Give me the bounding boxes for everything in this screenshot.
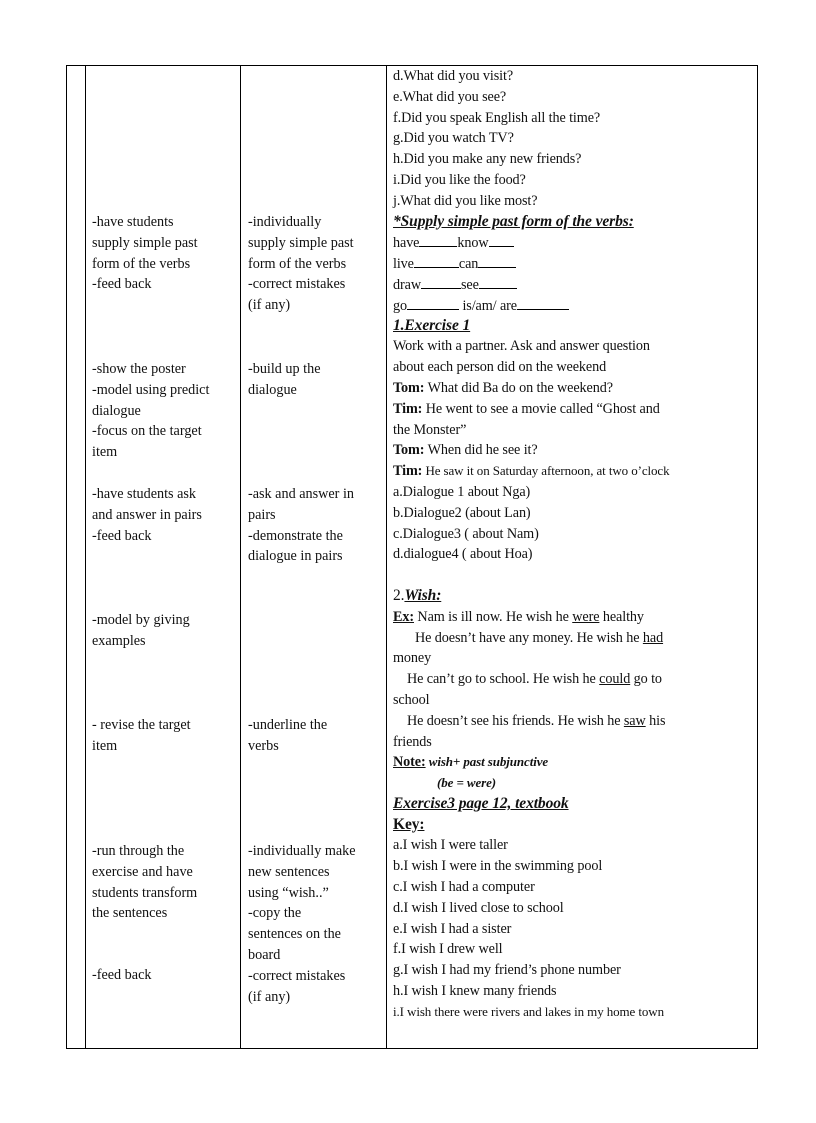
note-text: wish+ past subjunctive [425,754,549,770]
example-verb: could [599,671,631,688]
exercise3-heading: Exercise3 page 12, textbook [393,794,569,812]
text-line: dialogue in pairs [248,548,343,565]
text-line: exercise and have [92,863,193,880]
question: e.What did you see? [393,88,507,105]
column-divider [240,65,241,1049]
key-item: c.I wish I had a computer [393,879,535,896]
speaker: Tom: [393,442,425,459]
text-line: form of the verbs [92,255,191,272]
question: j.What did you like most? [393,192,538,209]
student-activity [248,359,321,401]
dialogue-line [393,461,669,482]
note-sub: (be = were) [437,775,497,791]
spacer [393,565,669,586]
verb: draw [393,276,421,293]
speaker: Tim: [393,400,423,417]
text-line: -ask and answer in [248,486,354,502]
text-line: -feed back [92,527,152,544]
student-activity [248,484,354,567]
teacher-activity [92,212,198,295]
teacher-activity [92,359,209,463]
verb: is/am/ are [459,297,517,314]
column-divider [386,65,387,1049]
content-column [393,66,669,1023]
verb-row [393,232,669,253]
text-line: form of the verbs [248,255,347,272]
example-line: school [393,691,430,708]
text-line: -correct mistakes [248,967,346,984]
example-line: money [393,650,432,667]
example-text: go to [630,671,662,688]
verbs-heading: *Supply simple past form of the verbs: [393,212,634,230]
exercise1-heading: 1.Exercise 1 [393,316,471,334]
text-line: -build up the [248,361,321,377]
question: i.Did you like the food? [393,171,526,188]
verb: know [457,235,489,252]
text-line: -underline the [248,717,328,733]
verb-row [393,274,669,295]
verb-row [393,253,669,274]
verb: see [460,276,479,293]
example-line [393,669,669,690]
key-label: Key: [393,815,425,833]
text-line: -individually [248,214,322,230]
text-line: dialogue [92,402,141,419]
text-line: (if any) [248,988,291,1005]
text-line: -run through the [92,843,185,859]
teacher-activity [92,965,151,986]
wish-number: 2. [393,586,405,604]
note-label: Note: [393,754,426,771]
key-item: e.I wish I had a sister [393,920,512,937]
teacher-activity [92,484,202,546]
text-line: supply simple past [248,234,354,251]
key-item: h.I wish I knew many friends [393,983,557,1000]
text-line: sentences on the [248,926,341,943]
verb: go [393,297,407,314]
text-line: - revise the target [92,717,191,733]
text-line: pairs [248,506,276,523]
text-line: -correct mistakes [248,276,346,293]
text-line: new sentences [248,863,330,880]
question: h.Did you make any new friends? [393,151,582,168]
student-activity [248,841,356,1007]
example-line [393,711,669,732]
dialogue-line [393,378,669,399]
teacher-activity [92,841,197,924]
utterance: When did he see it? [424,442,538,459]
text-line: and answer in pairs [92,506,202,523]
dialogue-item: a.Dialogue 1 about Nga) [393,483,531,500]
key-item: d.I wish I lived close to school [393,899,564,916]
dialogue-item: c.Dialogue3 ( about Nam) [393,525,539,542]
text-line: -have students [92,214,174,230]
text-line: -focus on the target [92,423,202,440]
wish-title: Wish: [404,586,442,604]
text-line: -model using predict [92,381,210,398]
text-line: -show the poster [92,361,186,377]
example-text: He can’t go to school. He wish he [407,671,600,688]
key-item: a.I wish I were taller [393,837,508,854]
example-text: He doesn’t have any money. He wish he [415,629,643,646]
text-line: board [248,946,281,963]
utterance: What did Ba do on the weekend? [424,379,613,396]
example-line [393,607,669,628]
key-item: b.I wish I were in the swimming pool [393,858,603,875]
key-item: g.I wish I had my friend’s phone number [393,962,621,979]
text-line: verbs [248,737,279,754]
speaker: Tom: [393,379,425,396]
speaker: Tim: [393,463,423,480]
example-verb: had [642,629,664,646]
text-line: the sentences [92,905,168,922]
dialogue-item: d.dialogue4 ( about Hoa) [393,546,533,563]
text-line: examples [92,632,146,649]
dialogue-item: b.Dialogue2 (about Lan) [393,504,531,521]
dialogue-line [393,399,669,420]
example-line [393,628,669,649]
dialogue-line [393,440,669,461]
text-line: item [92,444,118,461]
example-verb: saw [623,712,646,729]
text-line: -copy the [248,905,302,922]
text-line: -demonstrate the [248,527,343,544]
text-line: (if any) [248,297,291,314]
student-activity [248,212,354,316]
exercise1-intro: about each person did on the weekend [393,359,607,376]
text-line: -feed back [92,967,152,983]
teacher-activity [92,610,190,652]
question: f.Did you speak English all the time? [393,109,601,126]
question: g.Did you watch TV? [393,130,514,147]
verb: have [393,235,420,252]
text-line: dialogue [248,381,297,398]
text-line: -model by giving [92,612,190,628]
text-line: item [92,737,118,754]
example-label: Ex: [393,608,414,625]
example-text: Nam is ill now. He wish he [413,608,573,625]
text-line: using “wish..” [248,884,329,901]
dialogue-line: the Monster” [393,421,467,438]
key-item: i.I wish there were rivers and lakes in my home town [393,1003,664,1019]
text-line: -feed back [92,276,152,293]
example-text: healthy [599,608,644,625]
text-line: supply simple past [92,234,198,251]
text-line: -individually make [248,843,356,859]
utterance: He saw it on Saturday afternoon, at two o’clock [422,463,670,479]
question: d.What did you visit? [393,68,514,84]
verb: can [458,256,479,273]
example-verb: were [572,608,600,625]
example-text: his [645,712,666,729]
utterance: He went to see a movie called “Ghost and [422,400,660,417]
verb: live [393,256,414,273]
teacher-activity [92,715,191,757]
text-line: -have students ask [92,486,197,502]
example-line: friends [393,733,432,750]
wish-heading [393,586,669,607]
key-item: f.I wish I drew well [393,941,503,958]
example-text: He doesn’t see his friends. He wish he [407,712,624,729]
column-divider [85,65,86,1049]
text-line: students transform [92,884,198,901]
exercise1-intro: Work with a partner. Ask and answer question [393,338,650,355]
verb-row [393,295,669,316]
student-activity [248,715,327,757]
note-line [393,752,669,773]
